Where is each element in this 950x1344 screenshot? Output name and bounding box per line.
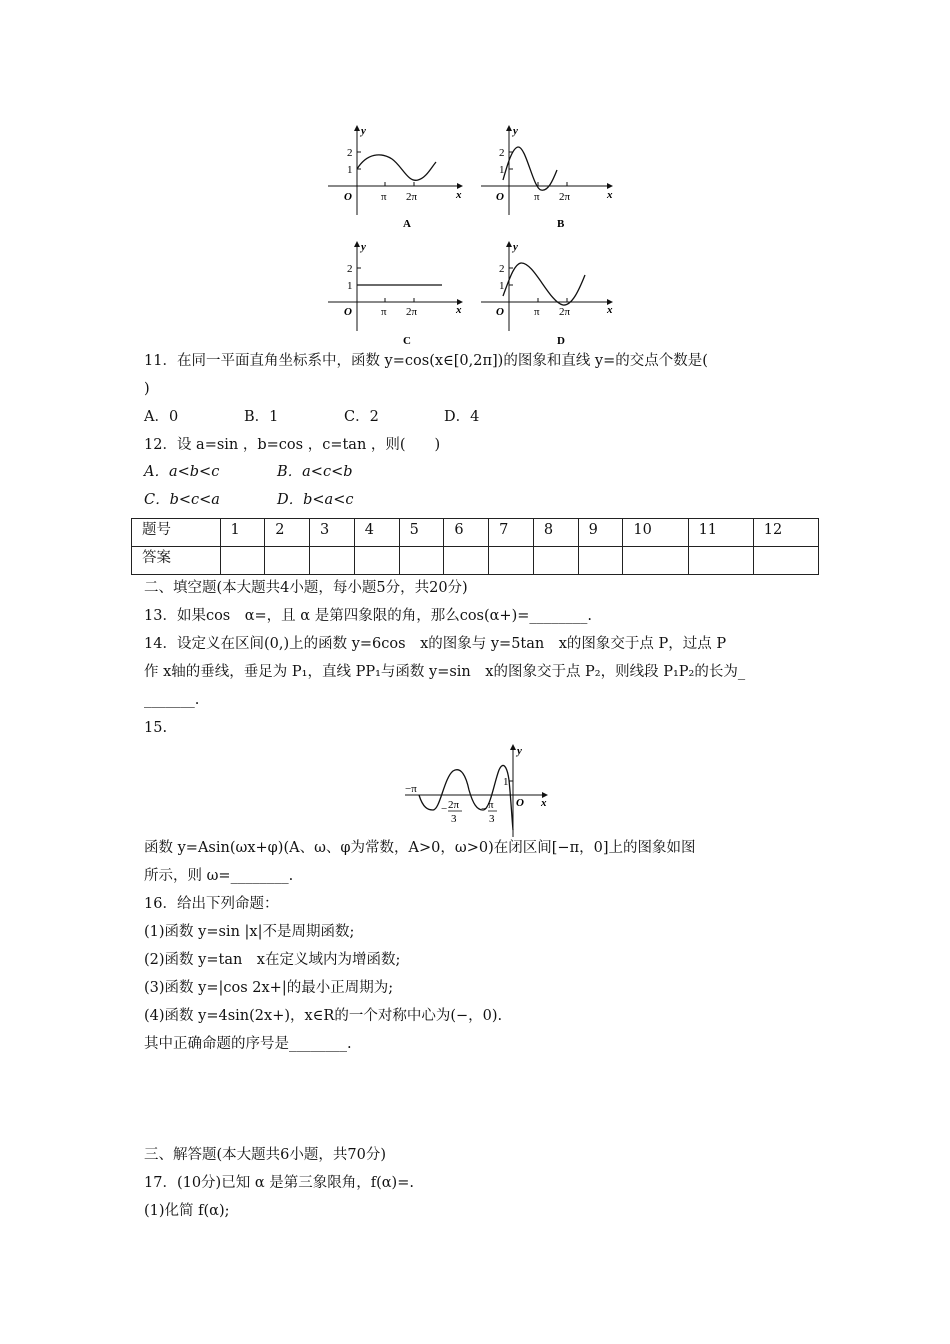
answer-cell[interactable]	[444, 547, 489, 575]
answer-cell[interactable]	[399, 547, 444, 575]
q15-figure	[395, 740, 565, 840]
q15-tick1-num: 2π	[448, 799, 460, 811]
graph-d-origin: O	[496, 306, 504, 318]
graph-a-ytick-2: 2	[347, 147, 353, 159]
q16-item-1: (1)函数 y=sin |x|不是周期函数;	[144, 924, 355, 940]
q12-option-b: B．a<c<b	[277, 464, 353, 480]
answer-cell[interactable]	[623, 547, 688, 575]
graph-c-ytick-2: 2	[347, 263, 353, 275]
q12-stem: 12．设 a=sin ，b=cos ，c=tan ，则( )	[144, 437, 441, 453]
q15-ytick: 1	[503, 776, 509, 788]
graph-a-curve	[357, 155, 436, 180]
graph-a-ytick-1: 1	[347, 164, 353, 176]
graph-a-ylabel: y	[361, 125, 366, 137]
q15-xlabel: x	[541, 797, 547, 809]
q16-item-2: (2)函数 y=tan x在定义域内为增函数;	[144, 952, 401, 968]
q15-label: 15.	[144, 720, 168, 736]
q12-option-c: C．b<c<a	[144, 492, 220, 508]
graph-b-xtick-pi: π	[534, 191, 540, 203]
q13-stem: 13．如果cos α=，且 α 是第四象限的角，那么cos(α+)=________.	[144, 608, 592, 624]
q11-figures	[0, 0, 950, 350]
answer-table	[131, 518, 819, 575]
answer-table-number: 10	[623, 519, 688, 547]
q16-stem: 16．给出下列命题：	[144, 896, 279, 912]
answer-table-number: 6	[444, 519, 489, 547]
section-2-heading: 二、填空题(本大题共4小题，每小题5分，共20分)	[144, 580, 468, 596]
answer-cell[interactable]	[220, 547, 265, 575]
answer-table-answer-row	[132, 547, 819, 575]
graph-b-ytick-2: 2	[499, 147, 505, 159]
q15-tick1-den: 3	[451, 813, 457, 825]
graph-b-caption: B	[557, 218, 565, 230]
graph-b-xlabel: x	[607, 189, 613, 201]
section-3-heading: 三、解答题(本大题共6小题，共70分)	[144, 1147, 386, 1163]
graph-c-ytick-1: 1	[347, 280, 353, 292]
q12-option-a: A．a<b<c	[144, 464, 220, 480]
q11-stem-cont: )	[144, 381, 150, 397]
q15-origin: O	[516, 797, 524, 809]
answer-table-number: 3	[310, 519, 355, 547]
answer-table-number: 9	[578, 519, 623, 547]
graph-c-origin: O	[344, 306, 352, 318]
q15-line-2: 所示，则 ω=________.	[144, 868, 294, 884]
q15-line-1: 函数 y=Asin(ωx+φ)(A、ω、φ为常数，A>0，ω>0)在闭区间[−π，0]上的图象如图	[144, 840, 696, 856]
q17-stem: 17．(10分)已知 α 是第三象限角，f(α)=.	[144, 1175, 414, 1191]
answer-cell[interactable]	[310, 547, 355, 575]
answer-cell[interactable]	[578, 547, 623, 575]
graph-d-xtick-2pi: 2π	[559, 306, 571, 318]
q15-tick2-den: 3	[489, 813, 495, 825]
answer-table-number: 5	[399, 519, 444, 547]
graph-c-xtick-2pi: 2π	[406, 306, 418, 318]
answer-table-number: 2	[265, 519, 310, 547]
graph-d-xlabel: x	[607, 304, 613, 316]
q15-curve	[419, 765, 513, 830]
q17-part-1: (1)化简 f(α);	[144, 1203, 230, 1219]
answer-table-number: 11	[688, 519, 753, 547]
graph-b-ytick-1: 1	[499, 164, 505, 176]
graph-a-xtick-2pi: 2π	[406, 191, 418, 203]
q16-conclusion: 其中正确命题的序号是________.	[144, 1036, 352, 1052]
graph-c-caption: C	[403, 335, 411, 347]
graph-c-xtick-pi: π	[381, 306, 387, 318]
answer-table-header-row	[132, 519, 819, 547]
answer-table-number: 8	[533, 519, 578, 547]
graph-c-ylabel: y	[361, 241, 366, 253]
graph-d-caption: D	[557, 335, 565, 347]
q14-line-3: _______.	[144, 692, 200, 708]
graph-b-ylabel: y	[513, 125, 518, 137]
q15-tick2-sign: −	[481, 803, 488, 815]
answer-cell[interactable]	[265, 547, 310, 575]
answer-table-number: 7	[489, 519, 534, 547]
q11-option-b: B．1	[244, 409, 279, 425]
answer-cell[interactable]	[753, 547, 818, 575]
q11-option-c: C．2	[344, 409, 379, 425]
q12-option-d: D．b<a<c	[277, 492, 354, 508]
q14-line-1: 14．设定义在区间(0,)上的函数 y=6cos x的图象与 y=5tan x的图象交于点 P，过点 P	[144, 636, 727, 652]
graph-a-origin: O	[344, 191, 352, 203]
q16-item-3: (3)函数 y=|cos 2x+|的最小正周期为;	[144, 980, 394, 996]
q15-tick1-sign: −	[441, 803, 448, 815]
answer-cell[interactable]	[533, 547, 578, 575]
graph-b-xtick-2pi: 2π	[559, 191, 571, 203]
graph-a-xlabel: x	[456, 189, 462, 201]
graph-d-ylabel: y	[513, 241, 518, 253]
answer-cell[interactable]	[688, 547, 753, 575]
graph-c-xlabel: x	[456, 304, 462, 316]
q11-option-d: D．4	[444, 409, 480, 425]
answer-table-number: 4	[354, 519, 399, 547]
graph-a-xtick-pi: π	[381, 191, 387, 203]
graph-d-ytick-2: 2	[499, 263, 505, 275]
graph-d-curve	[503, 263, 585, 305]
q15-tick2-num: π	[488, 799, 494, 811]
answer-cell[interactable]	[489, 547, 534, 575]
graph-d-xtick-pi: π	[534, 306, 540, 318]
q11-option-a: A．0	[144, 409, 179, 425]
q11-stem: 11．在同一平面直角坐标系中，函数 y=cos(x∈[0,2π])的图象和直线 y=的交点个数是(	[144, 353, 708, 369]
graph-d-ytick-1: 1	[499, 280, 505, 292]
answer-table-number: 1	[220, 519, 265, 547]
q14-line-2: 作 x轴的垂线，垂足为 P₁，直线 PP₁与函数 y=sin x的图象交于点 P₂，则线段 P₁P₂的长为_	[144, 664, 746, 680]
answer-table-row-label: 题号	[132, 519, 221, 547]
q15-ylabel: y	[517, 745, 522, 757]
answer-cell[interactable]	[354, 547, 399, 575]
graph-a-caption: A	[403, 218, 411, 230]
q15-neg-pi: −π	[405, 783, 417, 795]
q16-item-4: (4)函数 y=4sin(2x+)，x∈R的一个对称中心为(−，0).	[144, 1008, 503, 1024]
answer-table-number: 12	[753, 519, 818, 547]
graph-b-origin: O	[496, 191, 504, 203]
answer-table-row-label: 答案	[132, 547, 221, 575]
